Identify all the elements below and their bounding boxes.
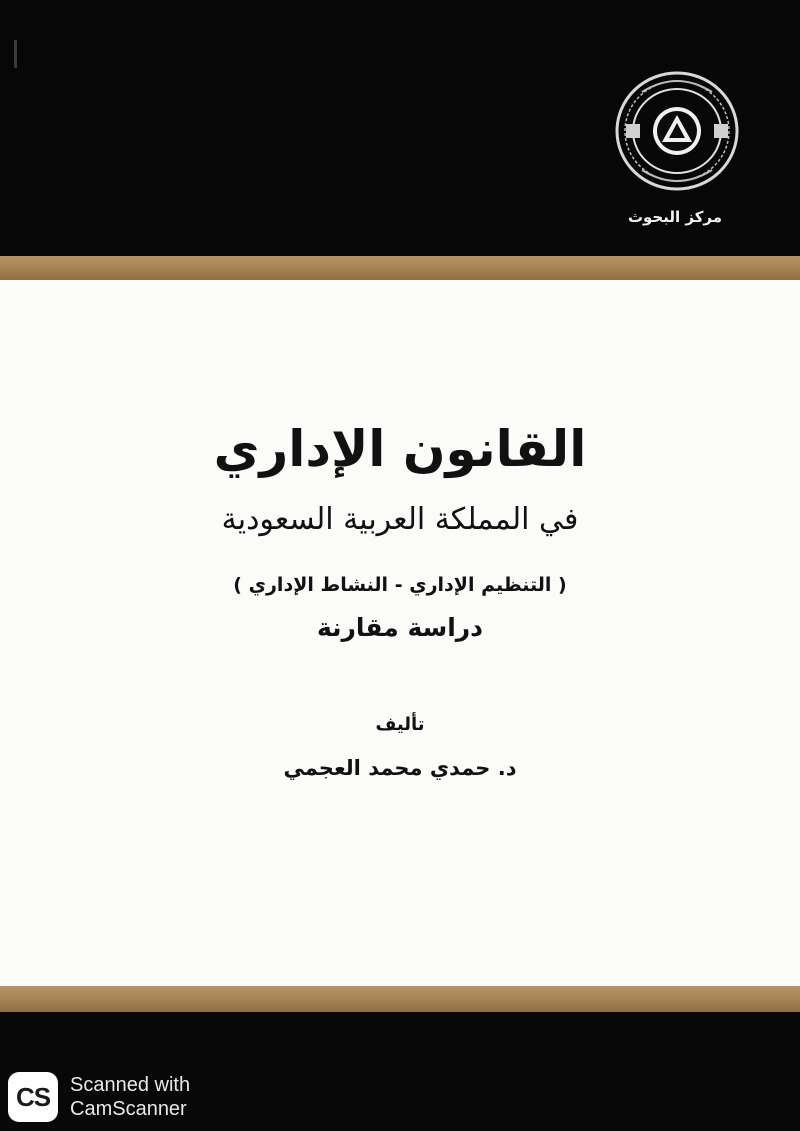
author-name: د. حمدي محمد العجمي <box>283 756 517 780</box>
study-type: دراسة مقارنة <box>316 613 484 642</box>
publisher-label: مركز البحوث <box>627 208 723 226</box>
authored-by-label: تأليف <box>375 714 425 735</box>
book-title: القانون الإداري <box>213 420 587 478</box>
gold-stripe-top <box>0 256 800 280</box>
book-scope: ( التنظيم الإداري - النشاط الإداري ) <box>233 574 567 596</box>
camscanner-logo-icon: CS <box>8 1072 58 1122</box>
watermark-line-2: CamScanner <box>70 1098 187 1120</box>
book-subtitle: في المملكة العربية السعودية <box>221 502 579 537</box>
institute-seal-icon <box>612 68 742 194</box>
scan-edge-mark <box>14 40 17 68</box>
watermark-line-1: Scanned with <box>70 1074 191 1096</box>
scanner-watermark <box>8 1072 190 1122</box>
gold-stripe-bottom <box>0 986 800 1012</box>
watermark-text <box>70 1073 190 1121</box>
